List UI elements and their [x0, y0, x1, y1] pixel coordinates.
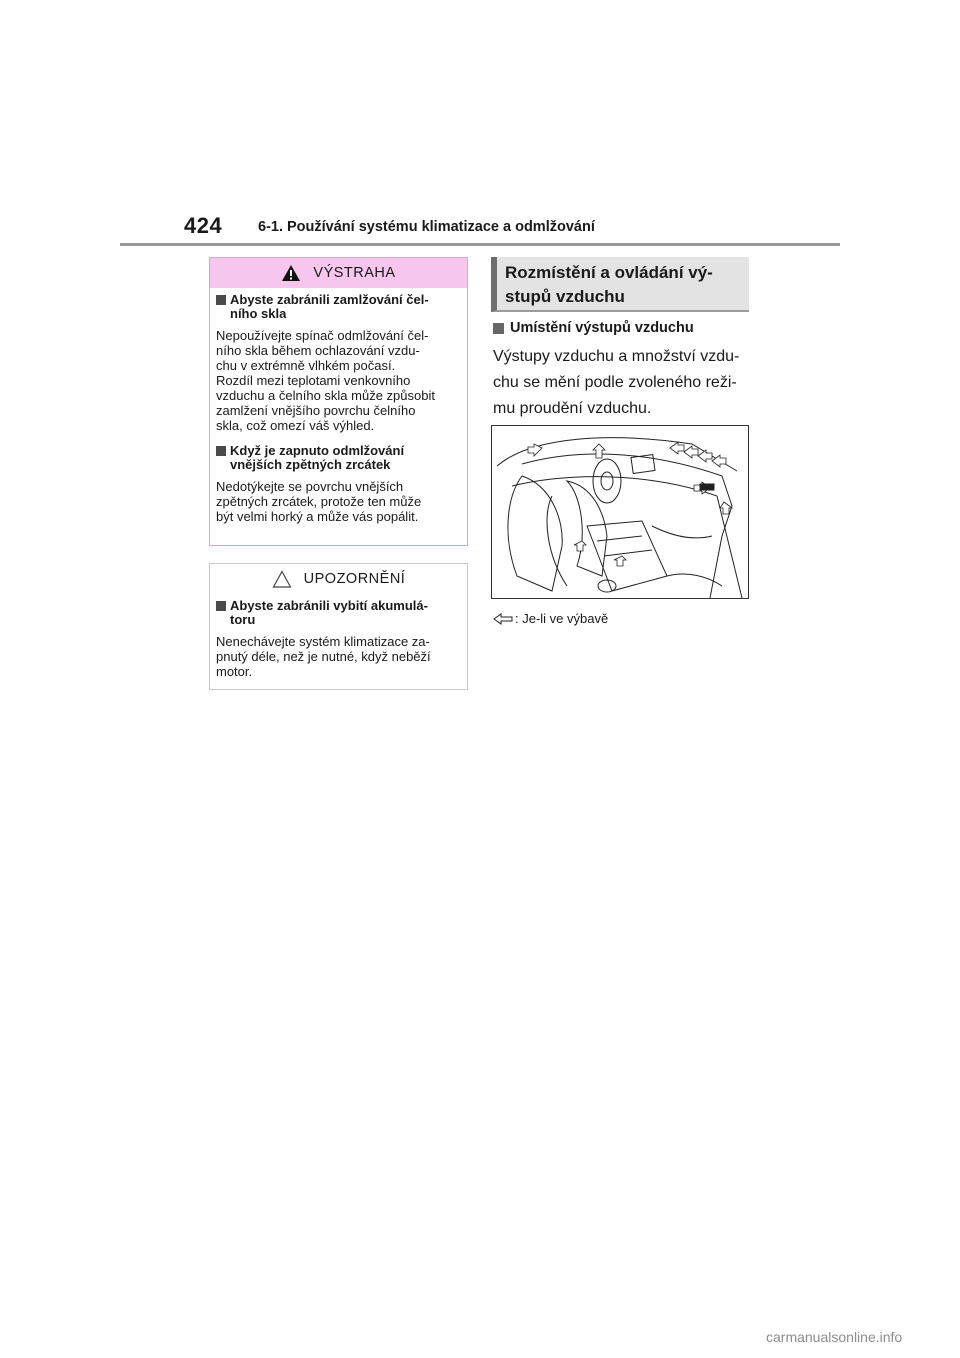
- text-line: Nepoužívejte spínač odmlžování čel-: [216, 328, 429, 343]
- page-number: 424: [184, 213, 223, 238]
- heading-line: Když je zapnuto odmlžování: [230, 443, 405, 458]
- warning-header: [210, 258, 467, 288]
- text-line: motor.: [216, 664, 253, 679]
- warning-item-text: [216, 328, 459, 433]
- section-body: [493, 344, 758, 422]
- text-line: Rozdíl mezi teplotami venkovního: [216, 373, 411, 388]
- legend-text: : Je-li ve výbavě: [515, 611, 609, 626]
- section-title: 6-1. Používání systému klimatizace a odmlžování: [258, 219, 595, 235]
- heading-line: Abyste zabránili vybití akumulá-: [230, 598, 428, 613]
- air-outlet-illustration: [491, 425, 749, 599]
- caution-item-text: [216, 634, 459, 679]
- subheading: [493, 320, 694, 336]
- text-line: ního skla během ochlazování vzdu-: [216, 343, 420, 358]
- text-line: vzduchu a čelního skla může způsobit: [216, 388, 435, 403]
- caution-header: [210, 564, 467, 594]
- warning-label: VÝSTRAHA: [313, 265, 396, 281]
- square-bullet-icon: [493, 323, 504, 334]
- page-header: [0, 0, 960, 260]
- section-heading-line: Rozmístění a ovládání vý-: [505, 263, 713, 282]
- square-bullet-icon: [216, 446, 226, 456]
- text-line: zpětných zrcátek, protože ten může: [216, 494, 422, 509]
- caution-box: [209, 563, 468, 690]
- section-heading-line: stupů vzduchu: [505, 287, 625, 306]
- text-line: být velmi horký a může vás popálit.: [216, 509, 419, 524]
- heading-line: ního skla: [230, 306, 287, 321]
- body-line: mu proudění vzduchu.: [493, 400, 652, 417]
- body-line: Výstupy vzduchu a množství vzdu-: [493, 348, 740, 365]
- warning-triangle-icon: [281, 264, 301, 282]
- warning-item-heading: [216, 444, 459, 472]
- car-interior-drawing: [492, 426, 748, 598]
- text-line: pnutý déle, než je nutné, když neběží: [216, 649, 431, 664]
- optional-arrow-icon: [493, 613, 513, 625]
- heading-line: vnějších zpětných zrcátek: [230, 457, 391, 472]
- caution-item-heading: [216, 599, 459, 627]
- subheading-text: Umístění výstupů vzduchu: [510, 320, 694, 336]
- warning-item-text: [216, 479, 459, 524]
- text-line: Nedotýkejte se povrchu vnějších: [216, 479, 404, 494]
- body-line: chu se mění podle zvoleného reži-: [493, 374, 737, 391]
- legend: [493, 611, 608, 626]
- square-bullet-icon: [216, 601, 226, 611]
- caution-triangle-icon: [272, 570, 292, 588]
- watermark: carmanualsonline.info: [766, 1329, 903, 1345]
- warning-item-heading: [216, 293, 459, 321]
- heading-line: Abyste zabránili zamlžování čel-: [230, 292, 429, 307]
- square-bullet-icon: [216, 295, 226, 305]
- text-line: chu v extrémně vlhkém počasí.: [216, 358, 396, 373]
- heading-line: toru: [230, 612, 256, 627]
- caution-label: UPOZORNĚNÍ: [303, 571, 406, 587]
- text-line: Nenechávejte systém klimatizace za-: [216, 634, 430, 649]
- section-heading: [491, 257, 749, 312]
- warning-box: [209, 257, 468, 546]
- header-divider: [120, 243, 840, 246]
- text-line: zamlžení vnějšího povrchu čelního: [216, 403, 416, 418]
- text-line: skla, což omezí váš výhled.: [216, 418, 375, 433]
